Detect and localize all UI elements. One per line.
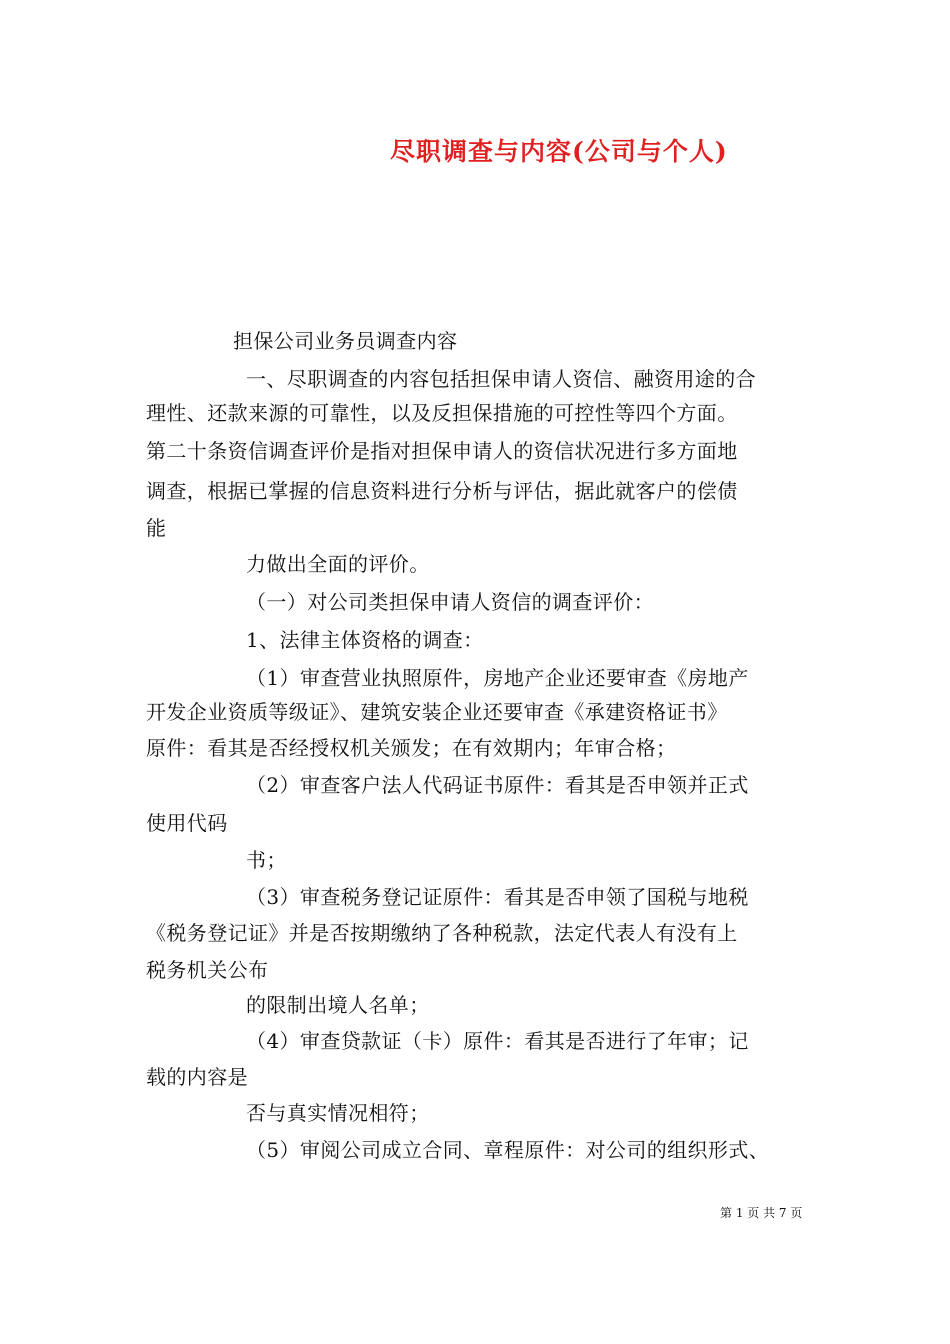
body-line-5: 调查，根据已掌握的信息资料进行分析与评估，据此就客户的偿债 [146, 479, 738, 503]
body-line-4: 第二十条资信调查评价是指对担保申请人的资信状况进行多方面地 [146, 439, 738, 463]
body-line-20: （4）审查贷款证（卡）原件：看其是否进行了年审；记 [246, 1029, 749, 1053]
body-line-14: 使用代码 [146, 811, 228, 835]
body-line-6: 能 [146, 516, 167, 540]
body-line-12: 原件：看其是否经授权机关颁发；在有效期内；年审合格； [146, 736, 677, 760]
body-line-13: （2）审查客户法人代码证书原件：看其是否申领并正式 [246, 773, 749, 797]
body-line-9: 1、法律主体资格的调查： [246, 628, 484, 652]
body-line-3: 理性、还款来源的可靠性，以及反担保措施的可控性等四个方面。 [146, 401, 738, 425]
body-line-19: 的限制出境人名单； [246, 993, 430, 1017]
body-line-16: （3）审查税务登记证原件：看其是否申领了国税与地税 [246, 885, 749, 909]
body-line-7: 力做出全面的评价。 [246, 552, 430, 576]
body-line-15: 书； [246, 848, 287, 872]
body-line-22: 否与真实情况相符； [246, 1101, 430, 1125]
page-footer: 第 1 页 共 7 页 [720, 1206, 803, 1220]
body-line-2: 一、尽职调查的内容包括担保申请人资信、融资用途的合 [246, 367, 756, 391]
document-title: 尽职调查与内容(公司与个人) [390, 137, 728, 166]
body-line-23: （5）审阅公司成立合同、章程原件：对公司的组织形式、 [246, 1138, 770, 1162]
body-line-11: 开发企业资质等级证》、建筑安装企业还要审查《承建资格证书》 [146, 700, 728, 724]
body-line-21: 载的内容是 [146, 1065, 248, 1089]
body-line-10: （1）审查营业执照原件，房地产企业还要审查《房地产 [246, 666, 749, 690]
body-line-18: 税务机关公布 [146, 958, 269, 982]
body-line-17: 《税务登记证》并是否按期缴纳了各种税款，法定代表人有没有上 [146, 921, 738, 945]
body-line-8: （一）对公司类担保申请人资信的调查评价： [246, 590, 654, 614]
body-line-1: 担保公司业务员调查内容 [233, 329, 458, 353]
